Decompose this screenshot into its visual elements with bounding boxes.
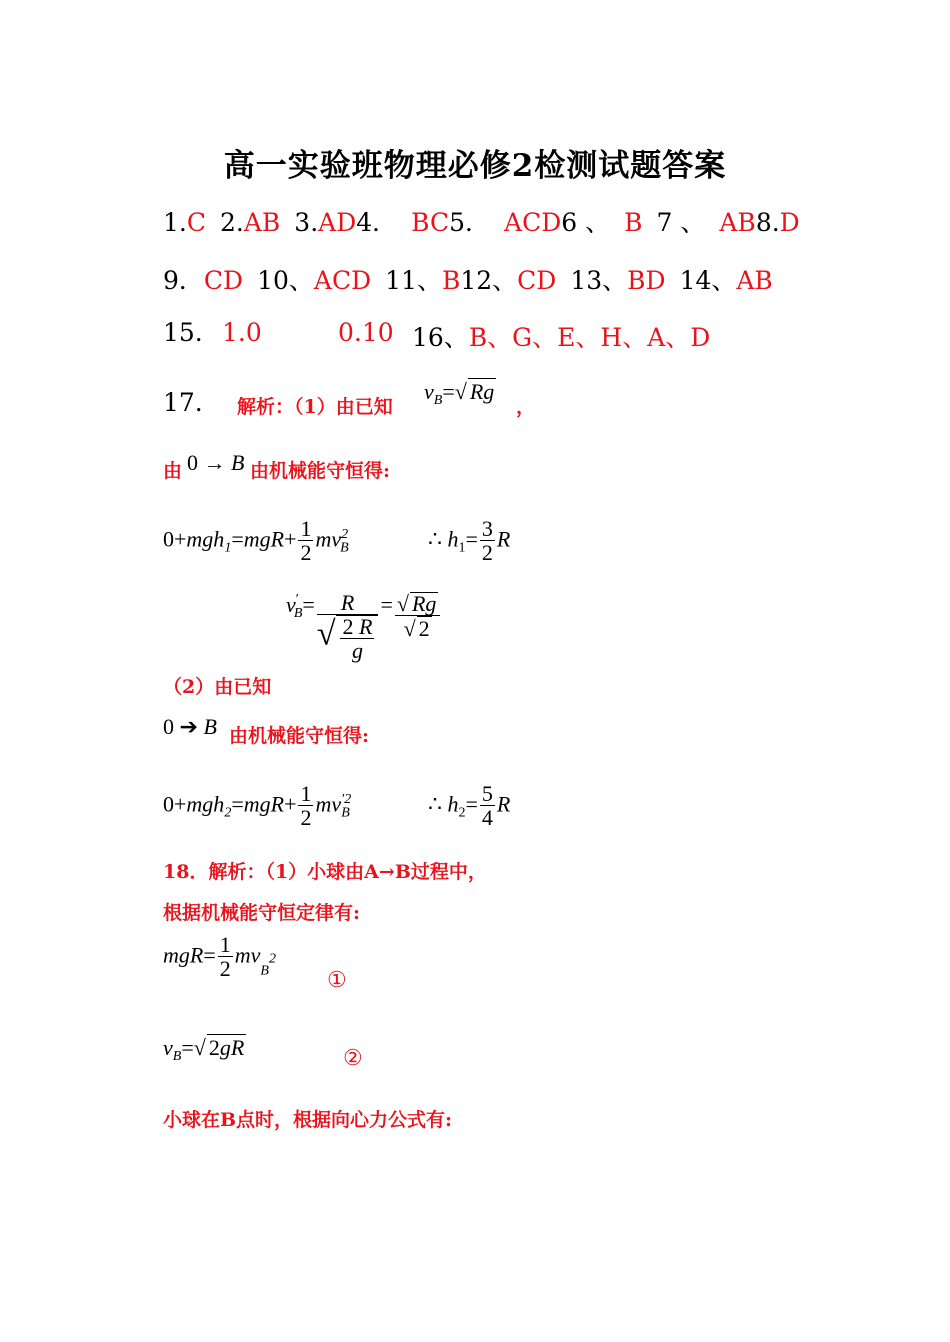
answer-value: BC — [411, 208, 450, 237]
q18-mark-1: ① — [327, 968, 347, 993]
answer-num: 9． — [163, 266, 204, 295]
answer-value: BD — [627, 266, 666, 295]
q18-mark-2: ② — [343, 1046, 363, 1071]
answer-value: AD — [318, 208, 357, 237]
q17-part2: （2）由已知 — [163, 676, 272, 698]
answer-value: CD — [203, 266, 244, 295]
q18-line3: 小球在B点时，根据向心力公式有: — [163, 1109, 453, 1131]
q17-eq-vb: $v_B=√$ Rg — [424, 379, 495, 408]
q17-path-0-to-b: 0 → B — [187, 450, 245, 475]
answer-num: 14、 — [679, 266, 737, 295]
answer-num: 12、 — [460, 266, 518, 295]
answer-value: C — [186, 208, 206, 237]
answer-num: 13、 — [570, 266, 628, 295]
q18-line2: 根据机械能守恒定律有: — [163, 902, 361, 924]
q17-step1-text: 由机械能守恒得: — [250, 460, 391, 482]
answer-num: 11、 — [385, 266, 442, 295]
answer-num: 7 、 — [656, 208, 706, 237]
q17-result-h2: ∴ $h_2=$ $\frac{5}{4}$ R — [428, 781, 511, 830]
answer-num: 4． — [356, 208, 398, 237]
q18-line1: 18．解析：（1）小球由A→B过程中， — [163, 861, 487, 883]
answer-num: 8. — [755, 208, 780, 237]
answer-num: 10、 — [257, 266, 314, 295]
q18-eq-2: $v_B=√$ 2gR — [163, 1035, 245, 1064]
q18-eq-1: mgR= $\frac{1}{2}$ $mv_B2$ — [163, 932, 276, 981]
answer-row-2 — [163, 261, 773, 297]
answer-value: B — [441, 266, 461, 295]
q17-eq-vb-prime: $v'_B=$ R √ $\frac{2 R}{g}$ = $\frac{√ Rg}{√ 2}$ — [286, 592, 442, 663]
answer-15b: 0.10 — [338, 318, 394, 347]
answer-row-1 — [163, 203, 800, 239]
answer-value: ACD — [313, 266, 372, 295]
answer-num: 2. — [220, 208, 244, 237]
answer-num: 15. — [163, 318, 203, 347]
answer-num: 3. — [294, 208, 319, 237]
q17-energy-eq-1: 0+mgh$_1$=mgR+ $\frac{1}{2}$ $mv^2_B$ — [163, 516, 349, 565]
answer-value: B、G、E、H、A、D — [468, 323, 711, 352]
answer-15a: 1.0 — [222, 318, 262, 347]
q17-step2-text: 由机械能守恒得: — [229, 725, 370, 747]
q17-step1-prefix: 由 — [163, 460, 183, 482]
answer-num: 1. — [163, 208, 187, 237]
page-title: 高一实验班物理必修2检测试题答案 — [223, 148, 727, 184]
answer-value: ACD — [504, 208, 562, 237]
answer-value: AB — [243, 208, 281, 237]
q17-comma: ， — [516, 396, 536, 418]
answer-value: CD — [517, 266, 557, 295]
answer-num: 6 、 — [561, 208, 611, 237]
answer-value: AB — [736, 266, 773, 295]
answer-value: B — [624, 208, 643, 237]
answer-value: AB — [719, 208, 756, 237]
answer-16 — [412, 318, 710, 354]
q17-result-h1: ∴ $h_1=$ $\frac{3}{2}$ R — [428, 516, 511, 565]
q17-number: 17. — [163, 388, 203, 417]
answer-num: 5． — [449, 208, 491, 237]
answer-row-3 — [163, 318, 203, 347]
q17-path-0-to-b-2: 0 ➔ B — [163, 714, 217, 739]
q17-intro: 解析：（1）由已知 — [237, 396, 393, 418]
answer-value: D — [779, 208, 800, 237]
q17-energy-eq-2: 0+mgh$_2$=mgR+ $\frac{1}{2}$ $mv^{'2}_B$ — [163, 781, 352, 830]
answer-num: 16、 — [412, 323, 469, 352]
